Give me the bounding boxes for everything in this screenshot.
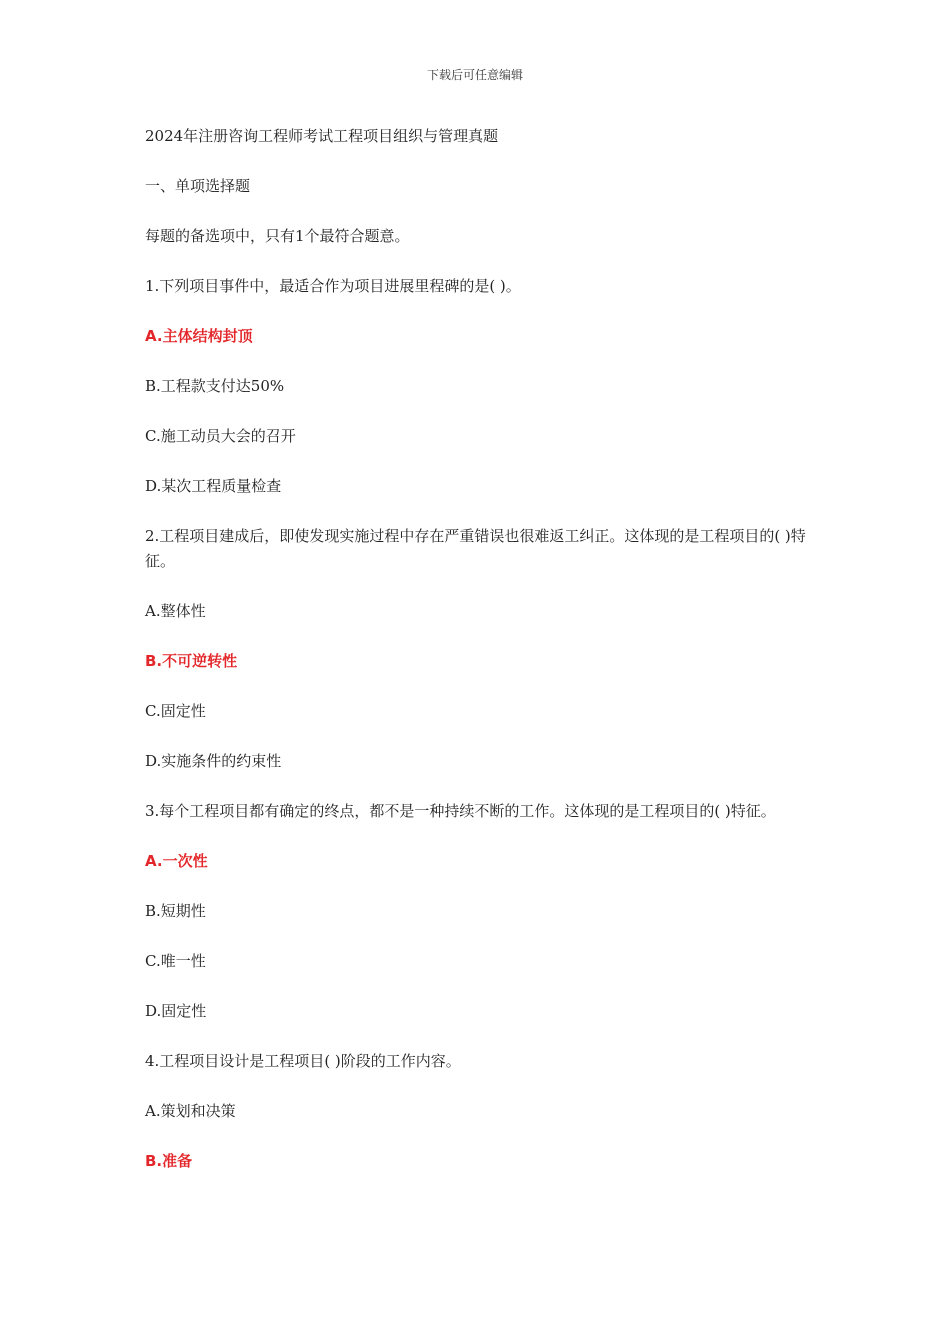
option: D.某次工程质量检查 <box>145 477 282 495</box>
option: A.整体性 <box>145 602 206 620</box>
option: D.固定性 <box>145 1002 207 1020</box>
question-stem: 4.工程项目设计是工程项目( )阶段的工作内容。 <box>145 1052 461 1070</box>
question-stem: 2.工程项目建成后，即使发现实施过程中存在严重错误也很难返工纠正。这体现的是工程项目的( )特征。 <box>145 527 806 570</box>
option: B.工程款支付达50% <box>145 377 285 395</box>
section-heading: 一、单项选择题 <box>145 177 251 195</box>
question-stem: 1.下列项目事件中，最适合作为项目进展里程碑的是( )。 <box>145 277 521 295</box>
option: D.实施条件的约束性 <box>145 752 282 770</box>
correct-option: A.一次性 <box>145 852 208 870</box>
question-stem: 3.每个工程项目都有确定的终点，都不是一种持续不断的工作。这体现的是工程项目的( )特征。 <box>145 802 776 820</box>
option: C.唯一性 <box>145 952 206 970</box>
correct-option: B.准备 <box>145 1152 193 1170</box>
correct-option: B.不可逆转性 <box>145 652 238 670</box>
document-body <box>145 124 810 1199</box>
instruction-text: 每题的备选项中，只有1个最符合题意。 <box>145 227 410 245</box>
page-header: 下载后可任意编辑 <box>426 68 523 82</box>
option: A.策划和决策 <box>145 1102 236 1120</box>
document-title: 2024年注册咨询工程师考试工程项目组织与管理真题 <box>145 127 499 145</box>
option: C.施工动员大会的召开 <box>145 427 296 445</box>
option: C.固定性 <box>145 702 206 720</box>
option: B.短期性 <box>145 902 206 920</box>
correct-option: A.主体结构封顶 <box>145 327 253 345</box>
